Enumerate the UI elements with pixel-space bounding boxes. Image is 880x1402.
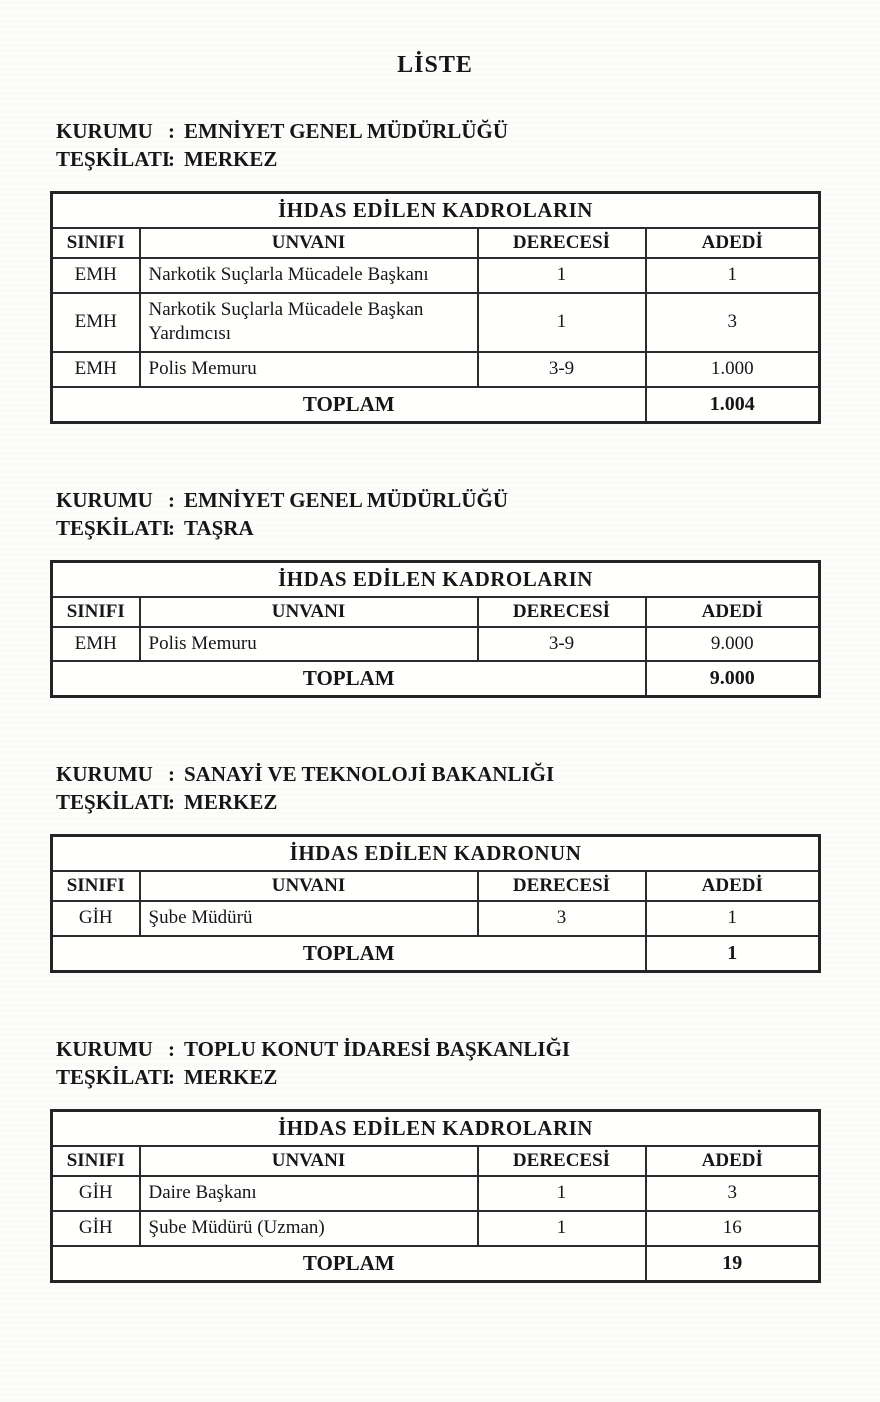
cell-unvani: Polis Memuru [140, 627, 478, 662]
total-label: TOPLAM [52, 661, 646, 697]
column-header-sinifi: SINIFI [52, 1146, 140, 1176]
table-title-row [52, 1111, 820, 1147]
cell-derecesi: 3-9 [478, 352, 646, 387]
table-title: İHDAS EDİLEN KADRONUN [52, 836, 820, 872]
teskilati-value: TAŞRA [184, 515, 254, 540]
kadro-table [50, 1109, 821, 1282]
cell-derecesi: 1 [478, 1211, 646, 1246]
teskilati-line [56, 145, 820, 173]
teskilati-label: TEŞKİLATI [56, 790, 170, 815]
colon: : [168, 515, 175, 540]
scanned-document [0, 52, 880, 1402]
cell-adedi: 1 [646, 901, 820, 936]
section-meta [56, 117, 820, 173]
kurumu-label: KURUMU [56, 762, 153, 787]
kurumu-label: KURUMU [56, 1037, 153, 1062]
total-row [52, 387, 820, 423]
column-header-row [52, 1146, 820, 1176]
cell-sinifi: EMH [52, 293, 140, 352]
document-title: LİSTE [397, 52, 473, 78]
column-header-derecesi: DERECESİ [478, 228, 646, 258]
column-header-derecesi: DERECESİ [478, 597, 646, 627]
kurumu-label: KURUMU [56, 119, 153, 143]
cell-adedi: 16 [646, 1211, 820, 1246]
colon: : [168, 1037, 175, 1062]
cell-sinifi: GİH [52, 1176, 140, 1211]
teskilati-label: TEŞKİLATI [56, 147, 170, 171]
section-meta [56, 1035, 820, 1091]
cell-derecesi: 1 [478, 258, 646, 293]
cell-derecesi: 1 [478, 293, 646, 352]
column-header-row [52, 228, 820, 258]
column-header-derecesi: DERECESİ [478, 1146, 646, 1176]
colon: : [168, 119, 175, 143]
table-row [52, 1211, 820, 1246]
table-row [52, 901, 820, 936]
kurumu-line [56, 1035, 820, 1063]
kurumu-value: EMNİYET GENEL MÜDÜRLÜĞÜ [184, 487, 508, 512]
kadro-table [50, 834, 821, 973]
column-header-sinifi: SINIFI [52, 871, 140, 901]
column-header-adedi: ADEDİ [646, 597, 820, 627]
cell-adedi: 3 [646, 1176, 820, 1211]
cell-sinifi: EMH [52, 258, 140, 293]
column-header-unvani: UNVANI [140, 228, 478, 258]
total-value: 1.004 [646, 387, 820, 423]
cell-unvani: Polis Memuru [140, 352, 478, 387]
total-value: 1 [646, 936, 820, 972]
teskilati-value: MERKEZ [184, 1065, 278, 1090]
table-row [52, 1176, 820, 1211]
column-header-unvani: UNVANI [140, 1146, 478, 1176]
table-row [52, 258, 820, 293]
cell-unvani: Daire Başkanı [140, 1176, 478, 1211]
colon: : [168, 1065, 175, 1090]
table-row [52, 352, 820, 387]
total-label: TOPLAM [52, 1246, 646, 1282]
cell-sinifi: EMH [52, 627, 140, 662]
column-header-row [52, 597, 820, 627]
cell-adedi: 3 [646, 293, 820, 352]
kurumu-value: TOPLU KONUT İDARESİ BAŞKANLIĞI [184, 1037, 571, 1062]
column-header-unvani: UNVANI [140, 597, 478, 627]
cell-adedi: 1.000 [646, 352, 820, 387]
column-header-sinifi: SINIFI [52, 597, 140, 627]
teskilati-line [56, 514, 820, 542]
teskilati-label: TEŞKİLATI [56, 1065, 170, 1090]
column-header-sinifi: SINIFI [52, 228, 140, 258]
total-label: TOPLAM [52, 387, 646, 423]
cell-sinifi: EMH [52, 352, 140, 387]
column-header-adedi: ADEDİ [646, 871, 820, 901]
table-title-row [52, 561, 820, 597]
table-title: İHDAS EDİLEN KADROLARIN [52, 1111, 820, 1147]
teskilati-line [56, 788, 820, 816]
total-value: 9.000 [646, 661, 820, 697]
table-title: İHDAS EDİLEN KADROLARIN [52, 193, 820, 229]
section-toplu-konut-merkez [50, 1035, 820, 1282]
cell-unvani: Şube Müdürü (Uzman) [140, 1211, 478, 1246]
column-header-adedi: ADEDİ [646, 228, 820, 258]
colon: : [168, 487, 175, 512]
teskilati-line [56, 1063, 820, 1091]
column-header-derecesi: DERECESİ [478, 871, 646, 901]
table-row [52, 293, 820, 352]
section-emniyet-tasra [50, 486, 820, 699]
colon: : [168, 147, 175, 171]
cell-unvani: Narkotik Suçlarla Mücadele Başkanı [140, 258, 478, 293]
kurumu-line [56, 486, 820, 514]
cell-derecesi: 3-9 [478, 627, 646, 662]
column-header-adedi: ADEDİ [646, 1146, 820, 1176]
cell-sinifi: GİH [52, 901, 140, 936]
table-title: İHDAS EDİLEN KADROLARIN [52, 561, 820, 597]
teskilati-value: MERKEZ [184, 147, 278, 171]
total-value: 19 [646, 1246, 820, 1282]
section-emniyet-merkez [50, 117, 820, 424]
kurumu-line [56, 760, 820, 788]
table-title-row [52, 193, 820, 229]
total-label: TOPLAM [52, 936, 646, 972]
table-row [52, 627, 820, 662]
kurumu-value: EMNİYET GENEL MÜDÜRLÜĞÜ [184, 119, 508, 143]
section-meta [56, 486, 820, 542]
colon: : [168, 762, 175, 787]
cell-unvani: Şube Müdürü [140, 901, 478, 936]
colon: : [168, 790, 175, 815]
kurumu-line [56, 117, 820, 145]
cell-sinifi: GİH [52, 1211, 140, 1246]
kurumu-label: KURUMU [56, 487, 153, 512]
kadro-table [50, 560, 821, 699]
column-header-row [52, 871, 820, 901]
total-row [52, 936, 820, 972]
cell-derecesi: 1 [478, 1176, 646, 1211]
teskilati-value: MERKEZ [184, 790, 278, 815]
total-row [52, 661, 820, 697]
kadro-table [50, 191, 821, 424]
cell-unvani: Narkotik Suçlarla Mücadele Başkan Yardımcısı [140, 293, 478, 352]
teskilati-label: TEŞKİLATI [56, 515, 170, 540]
cell-adedi: 9.000 [646, 627, 820, 662]
table-title-row [52, 836, 820, 872]
cell-adedi: 1 [646, 258, 820, 293]
section-sanayi-merkez [50, 760, 820, 973]
document-page [0, 52, 880, 1283]
kurumu-value: SANAYİ VE TEKNOLOJİ BAKANLIĞI [184, 762, 555, 787]
cell-derecesi: 3 [478, 901, 646, 936]
total-row [52, 1246, 820, 1282]
section-meta [56, 760, 820, 816]
column-header-unvani: UNVANI [140, 871, 478, 901]
